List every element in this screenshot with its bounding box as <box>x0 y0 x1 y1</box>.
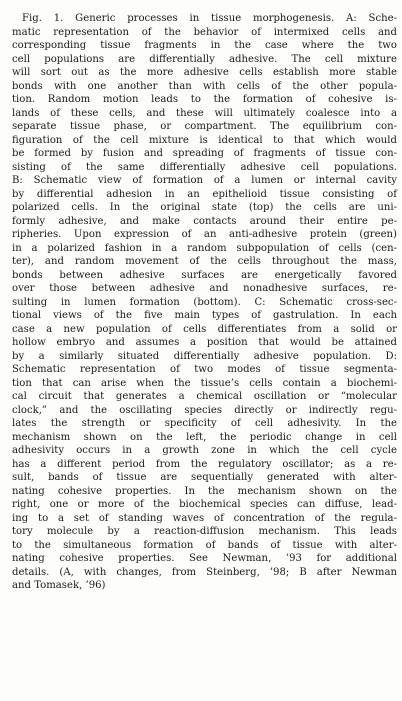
caption-line: right, one or more of the biochemical species can diffuse, lead- <box>12 499 397 510</box>
caption-line: ter), and random movement of the cells throughout the mass, <box>12 256 397 267</box>
caption-line: over those between adhesive and nonadhesive surfaces, re- <box>12 283 397 294</box>
caption-line: to the simultaneous formation of bands of tissue with alter- <box>12 539 397 551</box>
caption-line: tory molecule by a reaction-diffusion mechanism. This leads <box>12 526 397 537</box>
caption-line: by differential adhesion in an epithelioid tissue consisting of <box>12 188 397 200</box>
caption-line: sulting in lumen formation (bottom). C: Schematic cross-sec- <box>12 296 397 308</box>
caption-line: adhesivity occurs in a growth zone in which the cell cycle <box>12 445 397 456</box>
caption-line: in a polarized fashion in a random subpopulation of cells (cen- <box>12 242 397 254</box>
caption-line: clock,” and the oscillating species directly or indirectly regu- <box>12 404 397 416</box>
caption-line: lates the strength or specificity of cell adhesivity. In the <box>12 418 397 429</box>
caption-line: bonds with one another than with cells of the other popula- <box>12 80 397 92</box>
caption-line: has a different period from the regulatory oscillator; as a re- <box>12 458 397 470</box>
caption-line: formly adhesive, and make contacts around their entire pe- <box>12 215 397 227</box>
caption-line: ing to a set of standing waves of concentration of the regula- <box>12 512 397 524</box>
caption-line: Fig. 1. Generic processes in tissue morphogenesis. A: Sche- <box>22 13 397 24</box>
caption-line: tion. Random motion leads to the formation of cohesive is- <box>12 94 397 105</box>
caption-line: tion that can arise when the tissue’s cells contain a biochemi- <box>12 377 397 389</box>
caption-line: sisting of the same differentially adhesive cell populations. <box>12 161 397 173</box>
caption-line: nating cohesive properties. In the mechanism shown on the <box>12 485 397 497</box>
caption-line: case a new population of cells differentiates from a solid or <box>12 323 397 335</box>
caption-line: by a similarly situated differentially adhesive population. D: <box>12 350 397 362</box>
caption-line: and Tomasek, ’96) <box>12 580 106 591</box>
caption-line: hollow embryo and assumes a position that would be attained <box>12 337 397 348</box>
caption-line: matic representation of the behavior of intermixed cells and <box>12 26 397 38</box>
caption-line: polarized cells. In the original state (top) the cells are uni- <box>12 202 397 213</box>
caption-line: cal circuit that generates a chemical oscillation or “molecular <box>12 391 397 402</box>
caption-line: B: Schematic view of formation of a lumen or internal cavity <box>12 175 397 186</box>
caption-line: mechanism shown on the left, the periodic change in cell <box>12 431 397 443</box>
caption-line: figuration of the cell mixture is identical to that which would <box>12 134 397 146</box>
caption-line: Schematic representation of two modes of tissue segmenta- <box>12 364 397 375</box>
caption-line: tional views of the five main types of gastrulation. In each <box>12 310 397 321</box>
caption-line: bonds between adhesive surfaces are energetically favored <box>12 269 397 281</box>
caption-line: cell populations are differentially adhesive. The cell mixture <box>12 53 397 65</box>
caption-line: ripheries. Upon expression of an anti-adhesive protein (green) <box>12 229 397 240</box>
caption-line: nating cohesive properties. See Newman, ’93 for additional <box>12 553 397 564</box>
caption-line: sult, bands of tissue are sequentially generated with alter- <box>12 472 397 483</box>
caption-line: corresponding tissue fragments in the case where the two <box>12 40 397 51</box>
caption-line: details. (A, with changes, from Steinberg, ’98; B after Newman <box>12 566 397 578</box>
caption-line: separate tissue phase, or compartment. The equilibrium con- <box>12 121 397 132</box>
figure-caption <box>12 12 397 593</box>
caption-line: will sort out as the more adhesive cells establish more stable <box>12 67 397 78</box>
caption-line: be formed by fusion and spreading of fragments of tissue con- <box>12 148 397 159</box>
caption-line: lands of these cells, and these will ultimately coalesce into a <box>12 107 397 119</box>
